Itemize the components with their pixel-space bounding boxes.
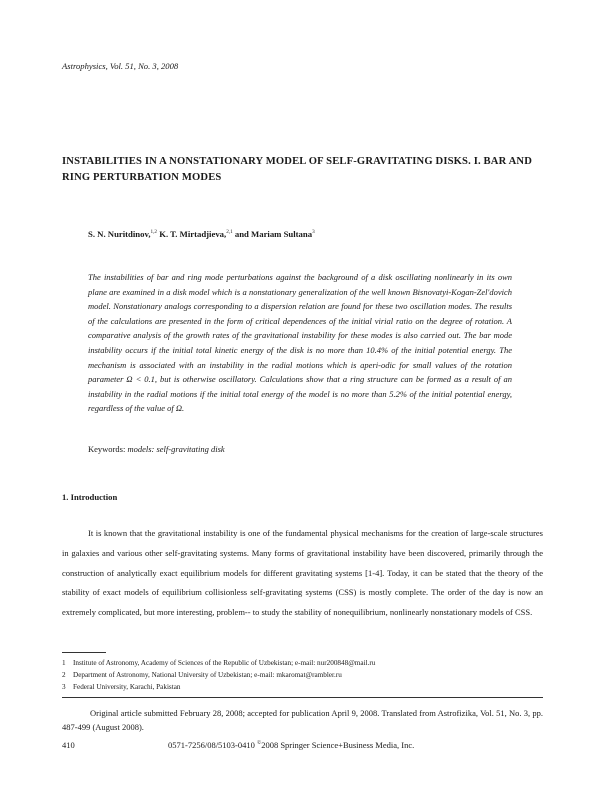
footnote-text: Institute of Astronomy, Academy of Sciences of the Republic of Uzbekistan; e-mail: nur200848@mail.ru — [73, 659, 376, 667]
paper-title: INSTABILITIES IN A NONSTATIONARY MODEL OF SELF-GRAVITATING DISKS. I. BAR AND RING PERTURBATION MODES — [62, 156, 532, 183]
keywords-label: Keywords: — [88, 444, 126, 454]
footnote-number: 3 — [62, 683, 66, 691]
copyright-line — [168, 740, 414, 750]
abstract: The instabilities of bar and ring mode perturbations against the background of a disk oscillating nonlinearly in its own plane are examined in a disk model which is a nonstationary generalization of the well known Bisnovatyi-Kogan-Zel'dovich model. Nonstationary analogs corresponding to a dispersion relation are found for these two oscillation modes. The results of the calculations are presented in the form of critical dependences of the initial virial ratio on the degree of rotation. A comparative analysis of the growth rates of the gravitational instability for these modes is also carried out. The bar mode instability occurs if the initial total kinetic energy of the disk is no more than 10.4% of the initial potential energy. The mechanism is associated with an instability in the radial motions which is aperi-odic for small values of the rotation parameter Ω < 0.1, but is otherwise oscillatory. Calculations show that a ring structure can be formed as a result of an instability in the radial motions if the initial total energy of the model is no more than 5.2% of the initial potential energy, regardless of the value of Ω. — [88, 272, 512, 414]
keywords — [88, 444, 225, 454]
copyright-symbol: © — [257, 740, 262, 747]
footnote-text: Federal University, Karachi, Pakistan — [73, 683, 181, 691]
footnote-text: Department of Astronomy, National University of Uzbekistan; e-mail: mkaromat@rambler.ru — [73, 671, 342, 679]
footnote-number: 1 — [62, 659, 66, 667]
keywords-value: models: self-gravitating disk — [127, 444, 225, 454]
footnote — [62, 681, 375, 693]
footnotes — [62, 657, 375, 693]
author-affiliation-mark: 2,1 — [226, 228, 233, 235]
intro-paragraph: It is known that the gravitational instability is one of the fundamental physical mechanisms for the creation of large-scale structures in galaxies and various other self-gravitating systems. Many forms of gravitational instability have been discovered, primarily through the construction of analytically exact equilibrium models for different gravitating systems [1-4]. Today, it can be stated that the theory of the stability of exact models of equilibrium collisionless self-gravitating systems (CSS) is mostly complete. The order of the day is now an extremely complicated, but more interesting, problem-- to study the stability of nonequilibrium, nonlinearly nonstationary models of CSS. — [62, 528, 543, 618]
copyright-code: 0571-7256/08/5103-0410 — [168, 740, 255, 750]
footnote — [62, 657, 375, 669]
author-name: S. N. Nuritdinov, — [88, 229, 151, 239]
section-heading: 1. Introduction — [62, 492, 118, 502]
author-name: and Mariam Sultana — [234, 229, 313, 239]
footer-divider — [62, 697, 543, 698]
author-list — [88, 229, 315, 239]
submission-note: Original article submitted February 28, 2008; accepted for publication April 9, 2008. Translated from Astrofizika, Vol. 51, No. 3, pp. 487-499 (August 2008). — [62, 708, 543, 732]
author-affiliation-mark: 1,2 — [150, 228, 158, 235]
copyright-text: 2008 Springer Science+Business Media, Inc. — [261, 740, 415, 750]
author-name: K. T. Mirtadjieva, — [159, 229, 227, 239]
journal-citation: Astrophysics, Vol. 51, No. 3, 2008 — [62, 61, 179, 71]
page-number: 410 — [62, 740, 75, 750]
author-affiliation-mark: 3 — [312, 228, 315, 235]
footnote — [62, 669, 375, 681]
footnote-divider — [62, 652, 106, 653]
footnote-number: 2 — [62, 671, 66, 679]
